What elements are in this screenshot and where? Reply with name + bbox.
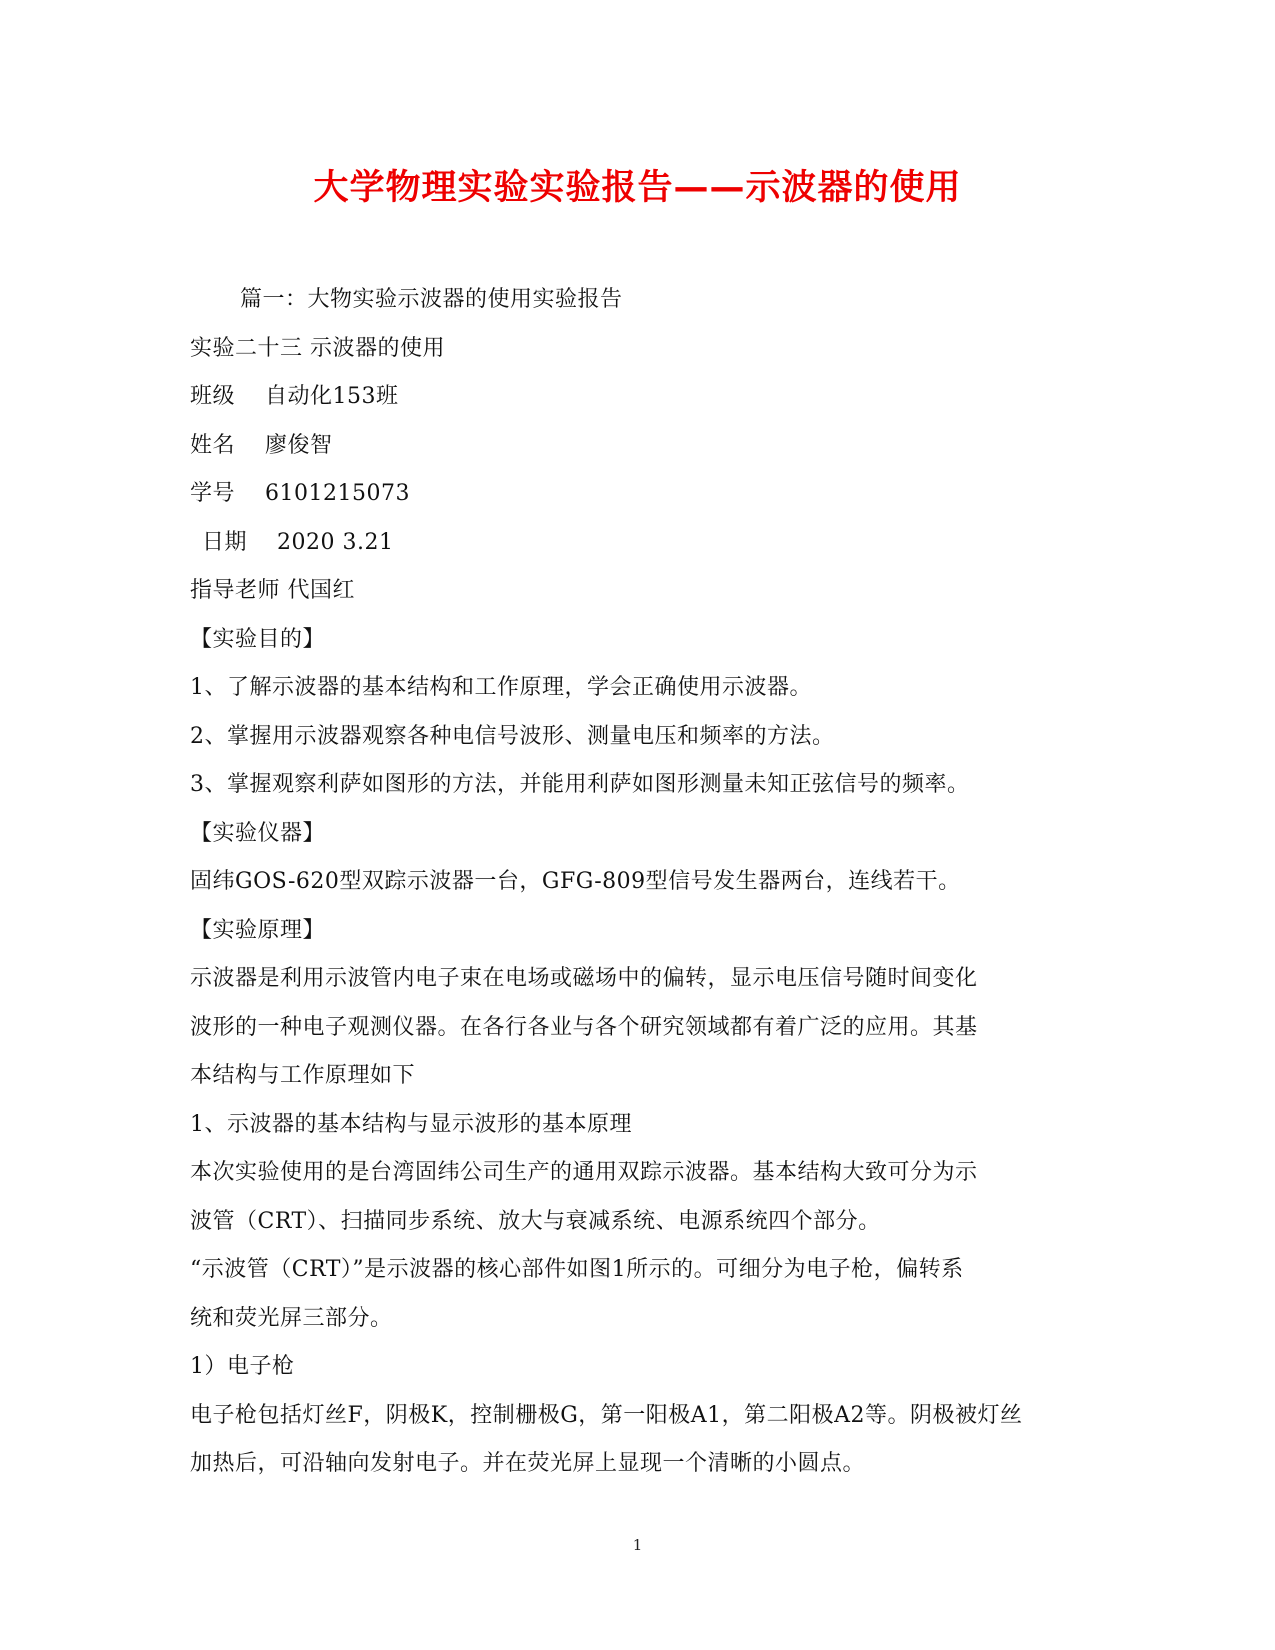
principle-heading: 【实验原理】 [190,917,326,943]
name-line: 姓名 廖俊智 [190,432,333,458]
student-id-line: 学号 6101215073 [190,481,410,506]
principle-text-line: 本结构与工作原理如下 [190,1063,416,1088]
purpose-item-2: 2、掌握用示波器观察各种电信号波形、测量电压和频率的方法。 [190,723,835,749]
document-body [190,276,1080,1489]
electron-gun-heading: 1）电子枪 [190,1354,295,1379]
section-heading: 篇一：大物实验示波器的使用实验报告 [240,287,623,312]
purpose-item-1: 1、了解示波器的基本结构和工作原理，学会正确使用示波器。 [190,675,812,700]
principle-text-line: 示波器是利用示波管内电子束在电场或磁场中的偏转，显示电压信号随时间变化 [190,966,978,991]
electron-gun-text-line: 电子枪包括灯丝F，阴极K，控制栅极G，第一阳极A1，第二阳极A2等。阴极被灯丝 [190,1402,1023,1428]
equipment-text: 固纬GOS-620型双踪示波器一台，GFG-809型信号发生器两台，连线若干。 [190,869,961,894]
equipment-heading: 【实验仪器】 [190,820,326,846]
class-line: 班级 自动化153班 [190,384,399,409]
subsection-heading: 1、示波器的基本结构与显示波形的基本原理 [190,1111,632,1137]
principle-text-line: 波形的一种电子观测仪器。在各行各业与各个研究领域都有着广泛的应用。其基 [190,1014,978,1040]
crt-text-line: 统和荧光屏三部分。 [190,1305,393,1331]
structure-text-line: 波管（CRT）、扫描同步系统、放大与衰减系统、电源系统四个部分。 [190,1208,881,1234]
experiment-name: 实验二十三 示波器的使用 [190,335,445,361]
electron-gun-text-line: 加热后，可沿轴向发射电子。并在荧光屏上显现一个清晰的小圆点。 [190,1451,866,1476]
purpose-heading: 【实验目的】 [190,626,326,652]
structure-text-line: 本次实验使用的是台湾固纬公司生产的通用双踪示波器。基本结构大致可分为示 [190,1160,978,1185]
page-number: 1 [632,1536,643,1554]
crt-text-line: “示波管（CRT）”是示波器的核心部件如图1所示的。可细分为电子枪，偏转系 [190,1257,964,1282]
date-line: 日期 2020 3.21 [202,529,394,555]
document-title: 大学物理实验实验报告——示波器的使用 [313,168,962,208]
purpose-item-3: 3、掌握观察利萨如图形的方法，并能用利萨如图形测量未知正弦信号的频率。 [190,772,970,797]
instructor-line: 指导老师 代国红 [190,578,355,603]
